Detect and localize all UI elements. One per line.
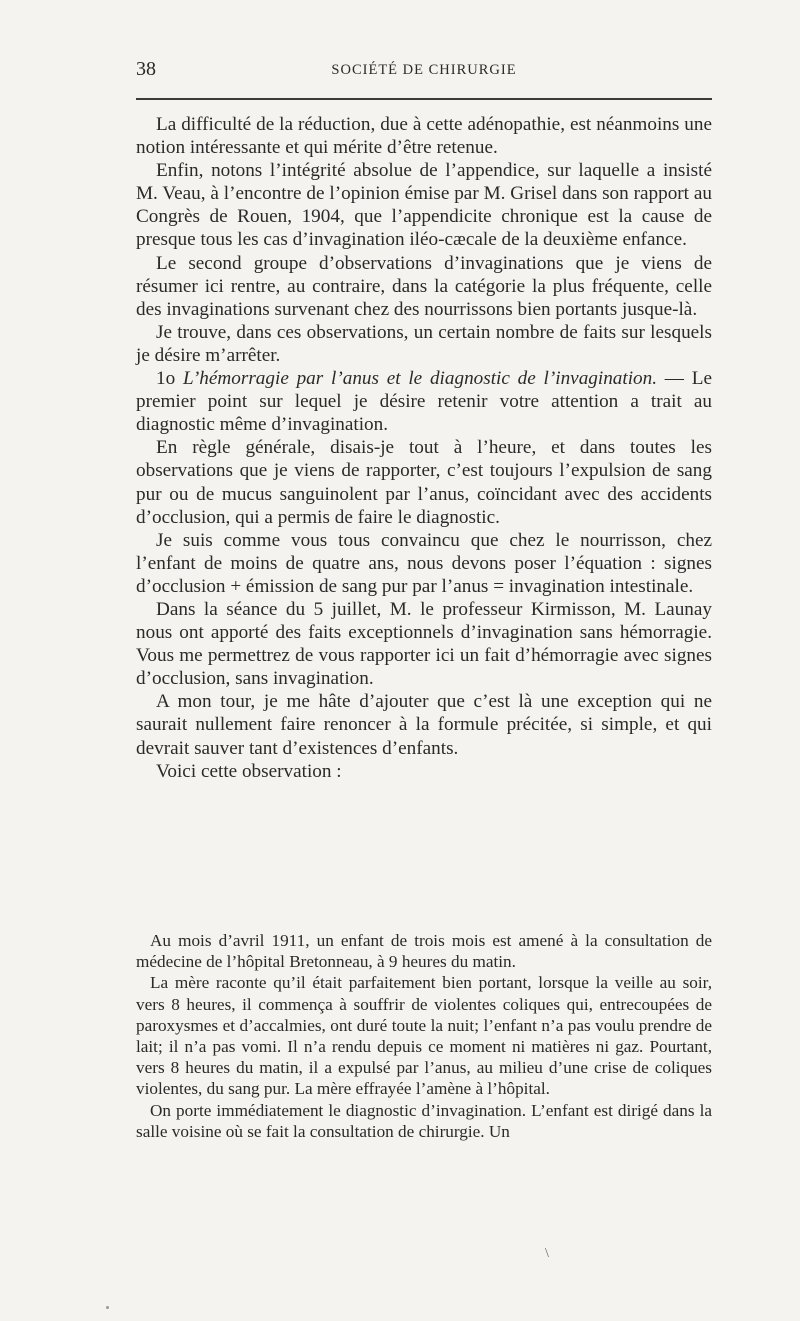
observation-paragraph: La mère raconte qu’il était parfaitement bien portant, lorsque la veille au soir, vers 8 heures, il commença à souffrir de violentes coliques qui, entrecoupées de paroxysmes et d’accalmies, ont duré toute la nuit; l’enfant n’a pas voulu prendre de lait; il n’a pas vomi. Il n’a rendu depuis ce moment ni matières ni gaz. Pourtant, vers 8 heures du matin, il a expulsé par l’anus, au milieu d’une crise de coliques violentes, du sang pur. La mère effrayée l’amène à l’hôpital.: [136, 973, 712, 1099]
section-dash: —: [657, 368, 684, 390]
stray-mark: \: [545, 1246, 549, 1261]
paragraph: En règle générale, disais-je tout à l’heure, et dans toutes les observations que je viens de rapporter, c’est toujours l’expulsion de sang pur ou de mucus sanguinolent par l’anus, coïncidant avec des accidents d’occlusion, qui a permis de faire le diagnostic.: [136, 437, 712, 528]
observation-text: [136, 930, 712, 1142]
paragraph: Je suis comme vous tous convaincu que chez le nourrisson, chez l’enfant de moins de quatre ans, nous devons poser l’équation : signes d’occlusion + émission de sang pur par l’anus = invagination intestinale.: [136, 529, 712, 597]
header-rule: [136, 98, 712, 100]
page-header: [136, 58, 712, 86]
observation-paragraph: Au mois d’avril 1911, un enfant de trois mois est amené à la consultation de médecine de l’hôpital Bretonneau, à 9 heures du matin.: [136, 931, 712, 972]
section-title: L’hémorragie par l’anus et le diagnostic de l’invagination.: [182, 368, 658, 390]
paper-speck: [106, 1306, 109, 1309]
paragraph: Dans la séance du 5 juillet, M. le professeur Kirmisson, M. Launay nous ont apporté des faits exceptionnels d’invagination sans hémorragie. Vous me permettrez de vous rapporter ici un fait d’hémorragie avec signes d’occlusion, sans invagination.: [136, 598, 712, 690]
paragraph: Je trouve, dans ces observations, un certain nombre de faits sur lesquels je désire m’arrêter.: [136, 321, 712, 366]
running-head: SOCIÉTÉ DE CHIRURGIE: [331, 62, 517, 78]
section-paragraph: [136, 367, 712, 436]
observation-paragraph: On porte immédiatement le diagnostic d’invagination. L’enfant est dirigé dans la salle voisine où se fait la consultation de chirurgie. Un: [136, 1100, 712, 1141]
section-continuation: Le premier point sur lequel je désire retenir votre attention a trait au diagnostic même d’invagination.: [136, 368, 712, 436]
paragraph: Enfin, notons l’intégrité absolue de l’appendice, sur laquelle a insisté M. Veau, à l’encontre de l’opinion émise par M. Grisel dans son rapport au Congrès de Rouen, 1904, que l’appendicite chronique est la cause de presque tous les cas d’invagination iléo-cæcale de la deuxième enfance.: [136, 160, 712, 251]
paragraph: Voici cette observation :: [156, 760, 342, 782]
page-number: 38: [136, 58, 156, 80]
paragraph: La difficulté de la réduction, due à cette adénopathie, est néanmoins une notion intéressante et qui mérite d’être retenue.: [136, 114, 712, 159]
paragraph: A mon tour, je me hâte d’ajouter que c’est là une exception qui ne saurait nullement faire renoncer à la formule précitée, si simple, et qui devrait sauver tant d’existences d’enfants.: [136, 691, 712, 759]
paragraph: Le second groupe d’observations d’invaginations que je viens de résumer ici rentre, au contraire, dans la catégorie la plus fréquente, celle des invaginations survenant chez des nourrissons bien portants jusque-là.: [136, 252, 712, 320]
section-number: 1o: [156, 368, 176, 390]
main-text: [136, 113, 712, 783]
